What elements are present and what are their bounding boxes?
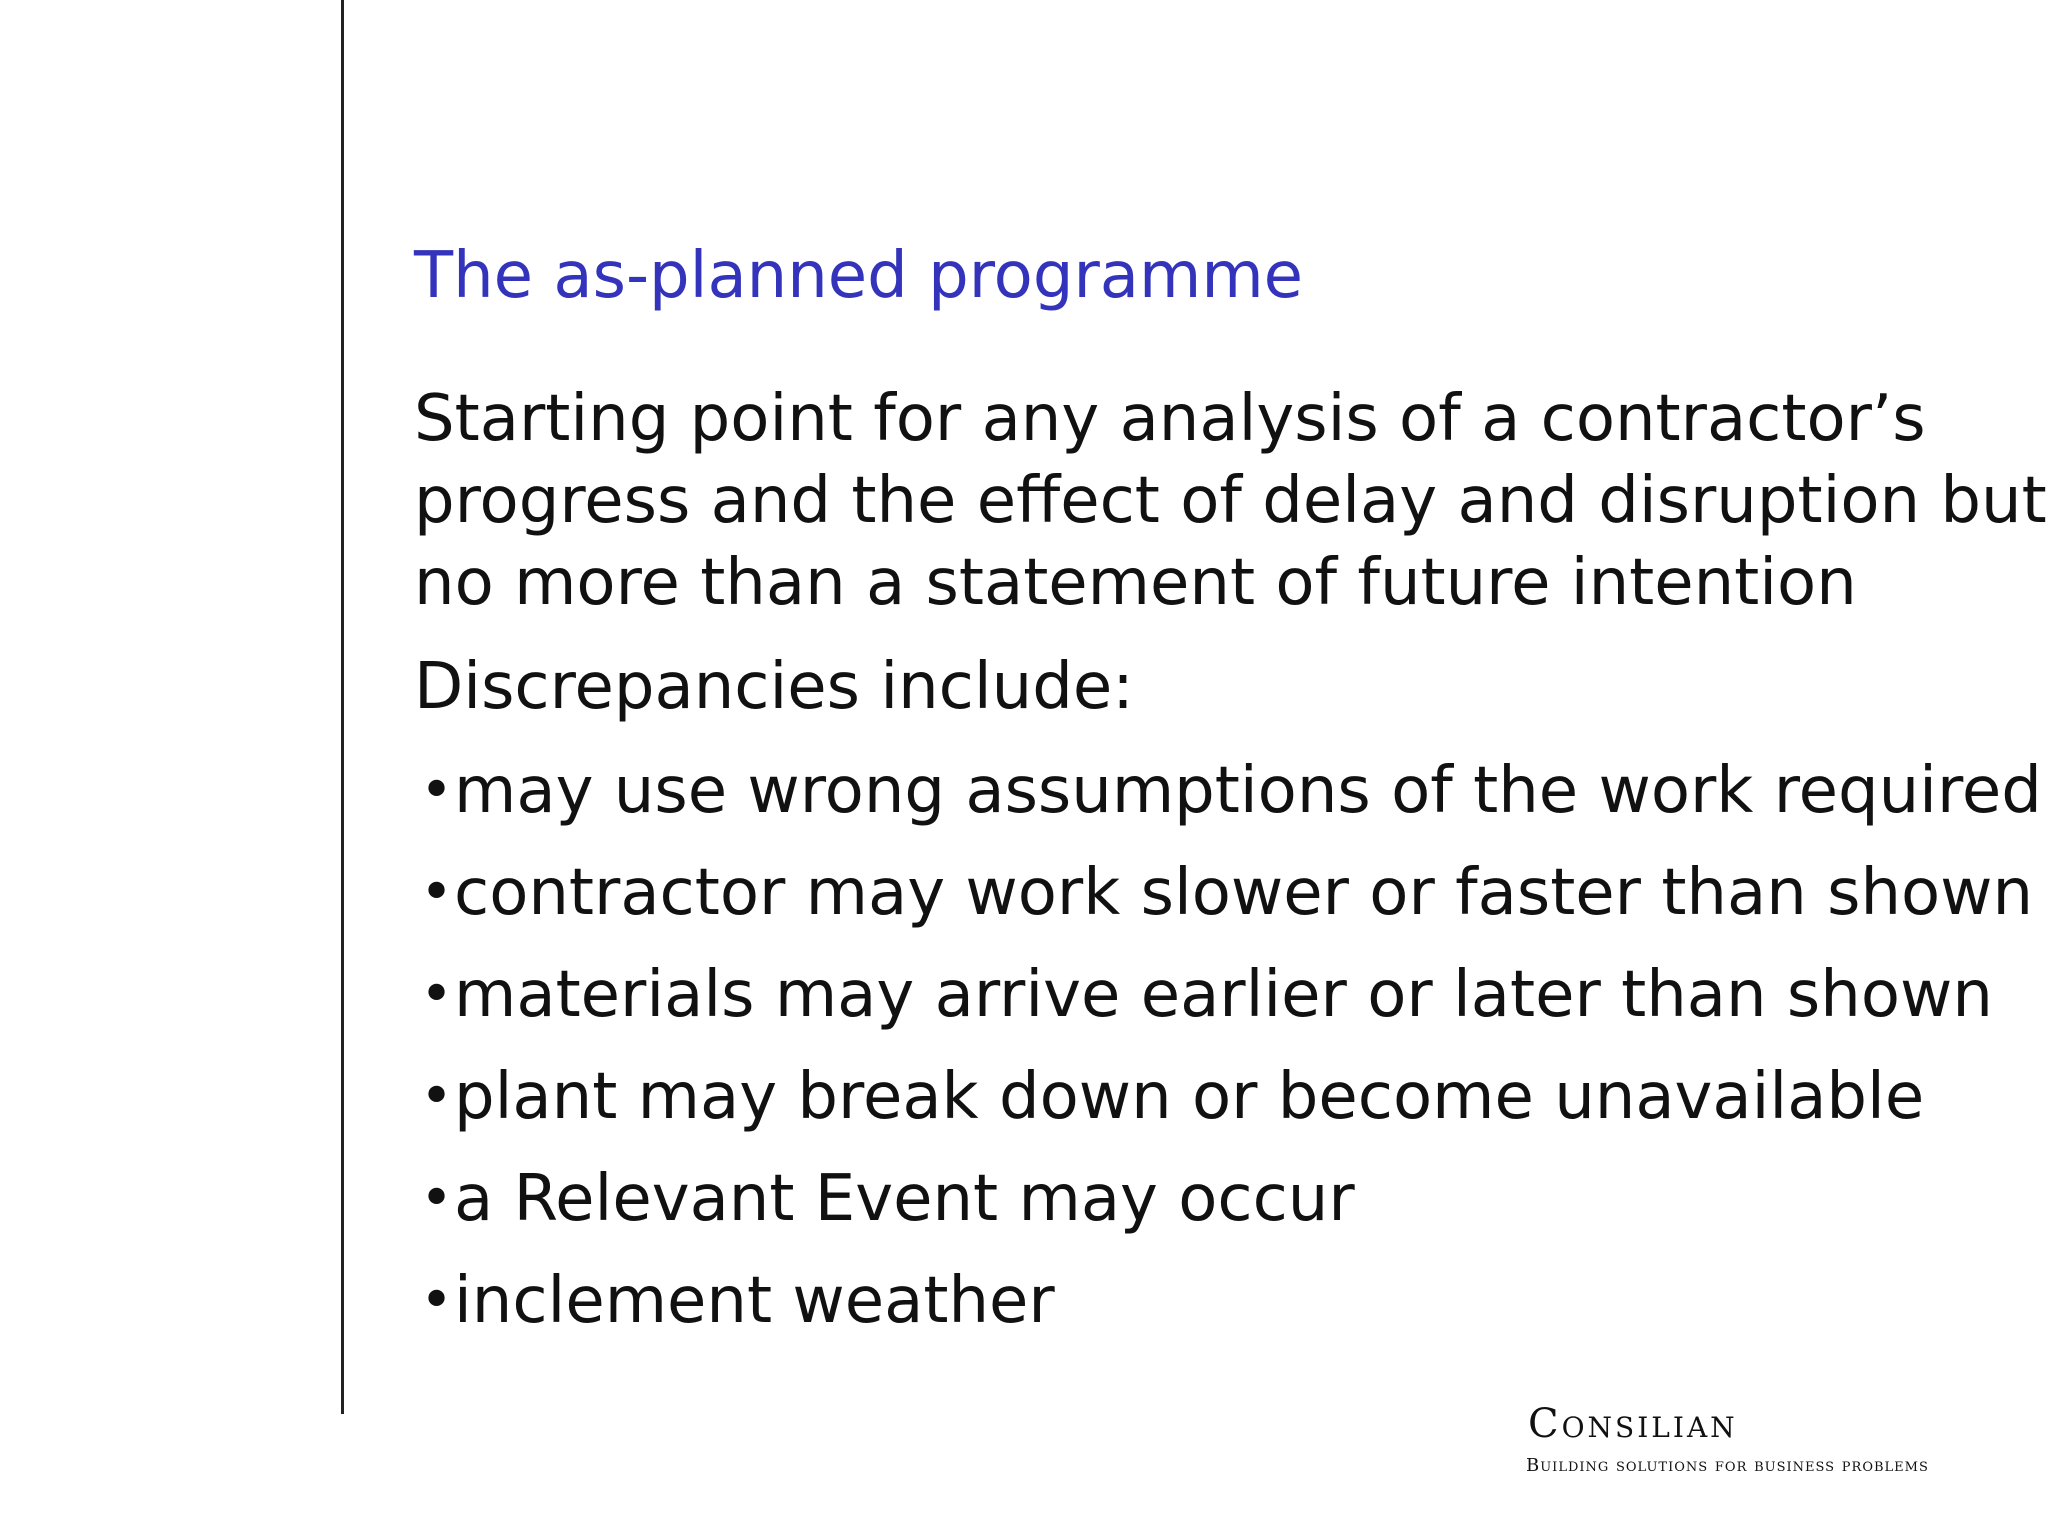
list-item-text: plant may break down or become unavailable: [454, 1060, 1925, 1134]
list-item-text: contractor may work slower or faster than shown: [454, 856, 2034, 930]
slide-title: The as-planned programme: [414, 239, 1304, 313]
intro-line: progress and the effect of delay and disruption but: [414, 464, 2047, 538]
bullet-icon: •: [420, 1166, 454, 1231]
list-item: [414, 750, 2042, 832]
company-logo: [1526, 1400, 1929, 1478]
logo-name: Consilian: [1528, 1401, 1738, 1447]
list-item: [414, 852, 2034, 934]
discrepancies-list: [414, 750, 2042, 1342]
bullet-icon: •: [420, 1064, 454, 1129]
list-item-text: inclement weather: [454, 1264, 1055, 1338]
slide-body: [414, 378, 2047, 1362]
discrepancies-heading: Discrepancies include:: [414, 650, 1134, 724]
list-item: [414, 954, 2014, 1036]
bullet-icon: •: [420, 962, 454, 1027]
bullet-icon: •: [420, 758, 454, 823]
logo-tagline: Building solutions for business problems: [1526, 1455, 1929, 1476]
intro-line: no more than a statement of future intention: [414, 546, 1857, 620]
list-item: [414, 1056, 2014, 1138]
bullet-icon: •: [420, 1268, 454, 1333]
list-item: [414, 1260, 2014, 1342]
bullet-icon: •: [420, 860, 454, 925]
vertical-divider-line: [341, 0, 344, 1414]
list-item-text: a Relevant Event may occur: [454, 1162, 1355, 1236]
list-item: [414, 1158, 2014, 1240]
list-item-text: may use wrong assumptions of the work required: [454, 754, 2042, 828]
intro-line: Starting point for any analysis of a contractor’s: [414, 382, 1926, 456]
list-item-text: materials may arrive earlier or later than shown: [454, 958, 1993, 1032]
intro-paragraph: [414, 378, 2047, 624]
